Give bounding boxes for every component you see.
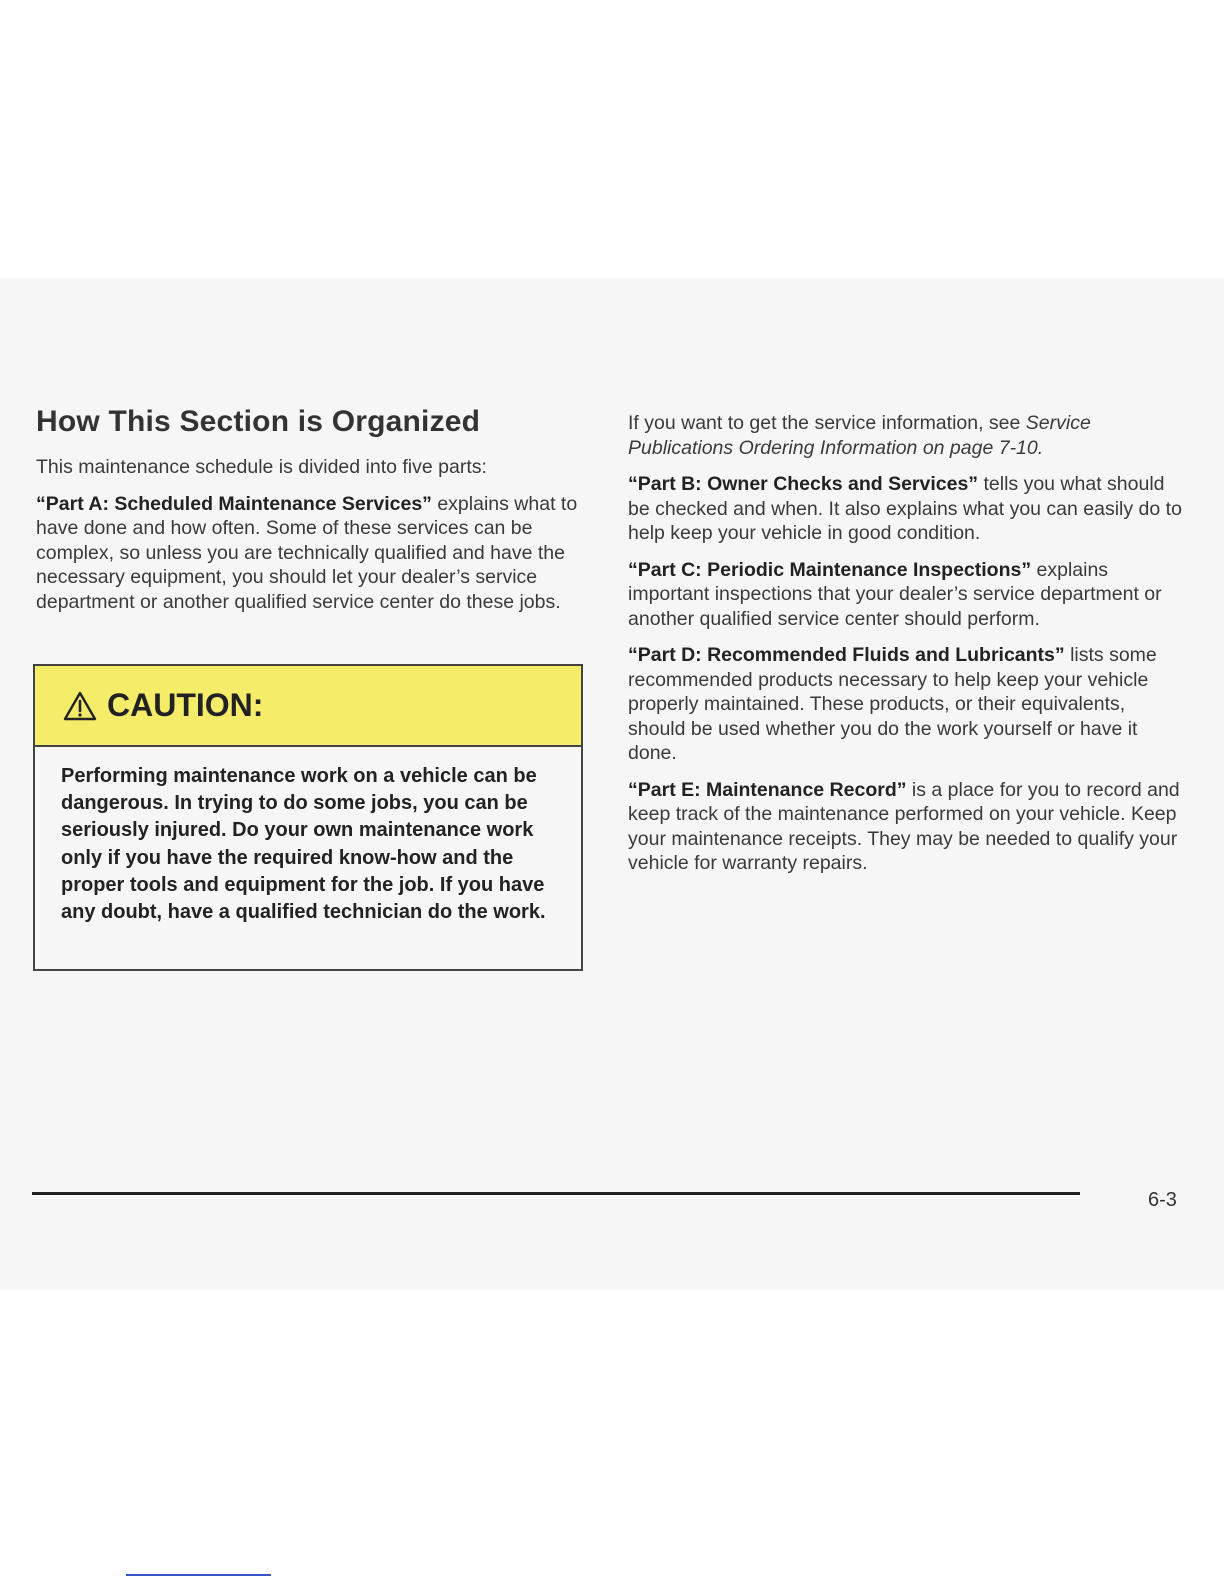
part-c-text: explains important inspections that your dealer’s service department or another qualified service center should perform. <box>628 558 1162 630</box>
part-c-paragraph <box>628 558 1183 632</box>
part-a-text: explains what to have done and how often. Some of these services can be complex, so unless you are technically qualified and have the necessary equipment, you should let your dealer’s service department or another qualified service center do these jobs. <box>36 492 578 613</box>
caution-box <box>33 664 583 971</box>
service-info-reference: Service Publications Ordering Information on page 7-10. <box>628 412 1091 459</box>
part-c-label: “Part C: Periodic Maintenance Inspections” <box>628 558 1032 581</box>
part-d-label: “Part D: Recommended Fluids and Lubricants” <box>628 644 1065 666</box>
part-b-label: “Part B: Owner Checks and Services” <box>628 473 979 495</box>
left-column <box>36 405 581 626</box>
warning-triangle-icon <box>63 691 97 721</box>
part-e-label: “Part E: Maintenance Record” <box>628 778 907 801</box>
part-e-text: is a place for you to record and keep track of the maintenance performed on your vehicle. Keep your maintenance receipts. They may be needed to qualify your vehicle for warranty repairs. <box>628 778 1180 874</box>
caution-body: Performing maintenance work on a vehicle can be dangerous. In trying to do some jobs, you can be seriously injured. Do your own maintenance work only if you have the required know-how and the proper tools and equipment for the job. If you have any doubt, have a qualified technician do the work. <box>61 765 546 924</box>
caution-header <box>35 666 581 747</box>
intro-paragraph: This maintenance schedule is divided into five parts: <box>36 456 487 478</box>
part-a-label: “Part A: Scheduled Maintenance Services” <box>36 492 432 515</box>
service-info-text: If you want to get the service information, see <box>628 412 1026 434</box>
footer-rule <box>32 1192 1080 1195</box>
part-d-text: lists some recommended products necessary to help keep your vehicle properly maintained. These products, or their equivalents, should be used whether you do the work yourself or have it done. <box>628 644 1157 764</box>
part-a-paragraph <box>36 492 581 615</box>
part-b-text: tells you what should be checked and when. It also explains what you can easily do to help keep your vehicle in good condition. <box>628 473 1182 544</box>
service-info-paragraph <box>628 411 1183 460</box>
part-e-paragraph <box>628 778 1183 876</box>
part-b-paragraph <box>628 472 1183 546</box>
page-number: 6-3 <box>1148 1189 1177 1211</box>
right-column <box>628 411 1183 888</box>
bottom-link-underline[interactable] <box>126 1574 271 1576</box>
section-title: How This Section is Organized <box>36 405 481 438</box>
caution-title: CAUTION: <box>107 687 264 723</box>
part-d-paragraph <box>628 643 1183 766</box>
